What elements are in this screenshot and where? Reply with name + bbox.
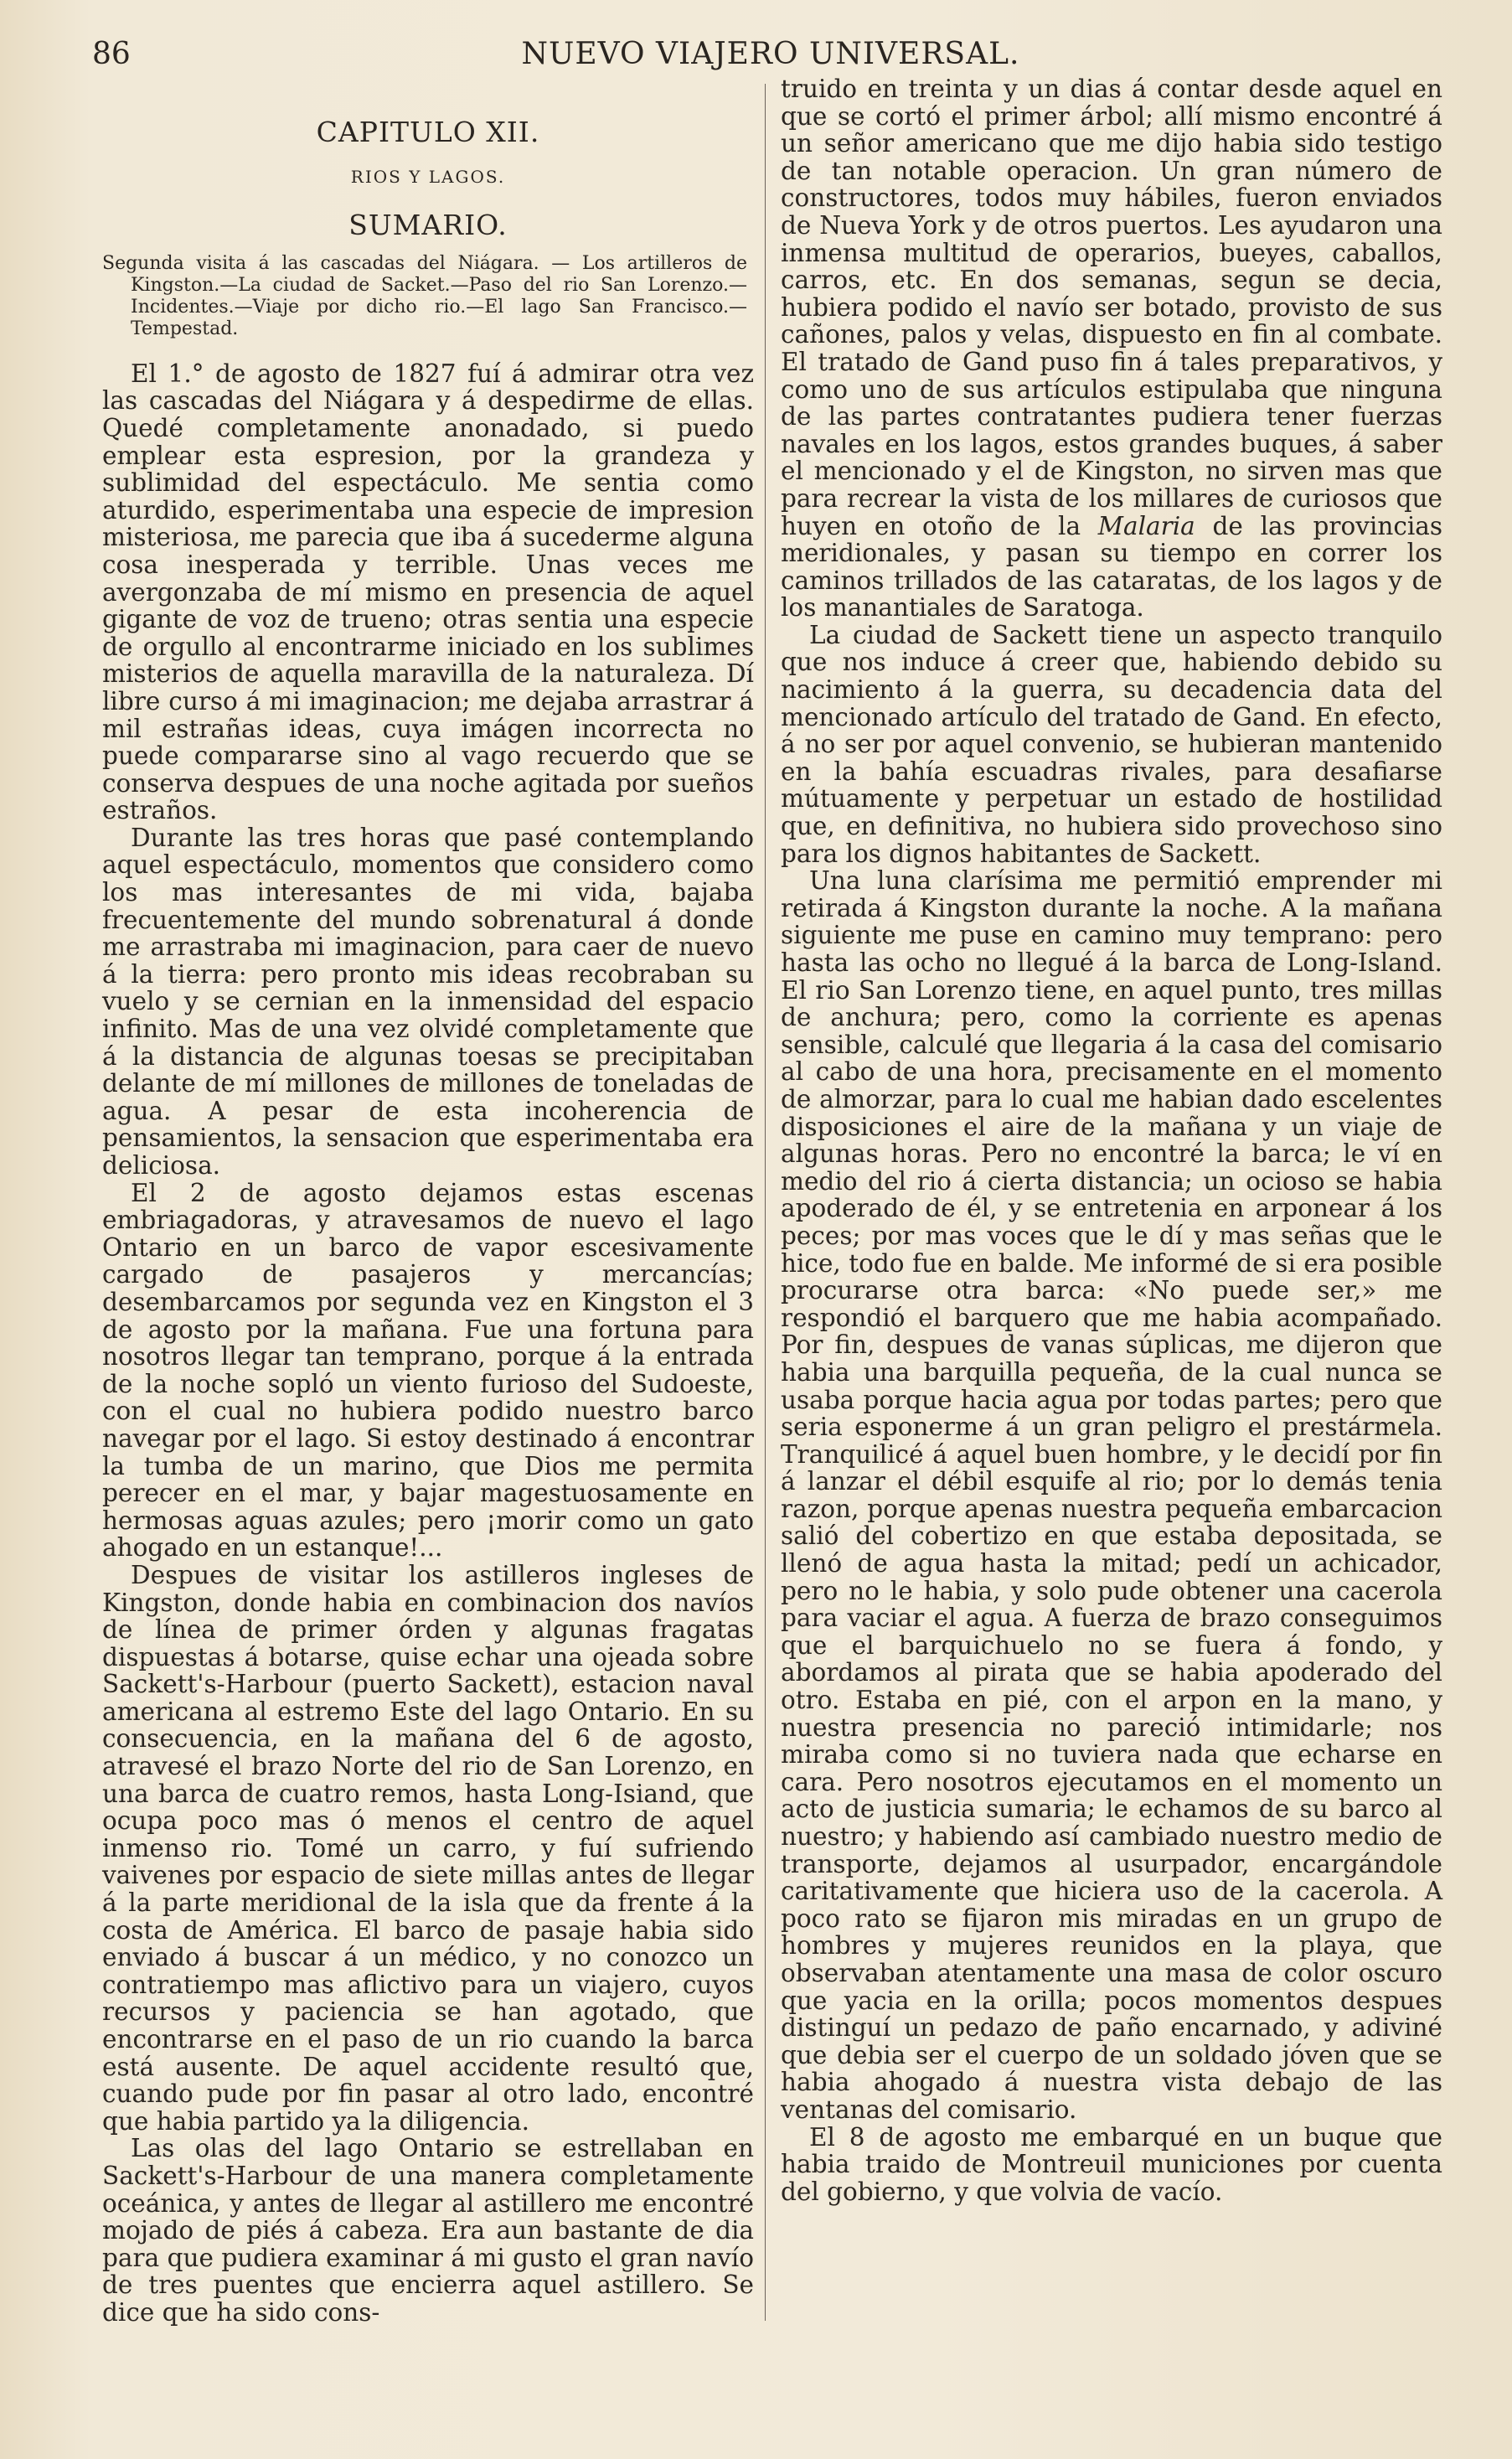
paragraph-continued-tail: de las provincias meridionales, y pasan su tiempo en correr los caminos trillados de las cataratas, de los lagos y de los manantiales de Saratoga. bbox=[781, 511, 1442, 622]
paragraph-continued bbox=[781, 75, 1442, 622]
paragraph: El 8 de agosto me embarqué en un buque que habia traido de Montreuil municiones por cuenta del gobierno, y que volvia de vacío. bbox=[781, 2122, 1442, 2206]
chapter-summary: Segunda visita á las cascadas del Niágara. — Los artilleros de Kingston.—La ciudad de Sacket.—Paso del rio San Lorenzo.—Incidentes.—Viaje por dicho rio.—El lago San Francisco.—Tempestad. bbox=[102, 252, 747, 339]
paragraph: El 1.° de agosto de 1827 fuí á admirar otra vez las cascadas del Niágara y á despedirme de ellas. Quedé completamente anonadado, si puedo emplear esta espresion, por la grandeza y sublimidad del espectáculo. Me sentia como aturdido, esperimentaba una especie de impresion misteriosa, me parecia que iba á sucederme alguna cosa inesperada y terrible. Unas veces me avergonzaba de mí mismo en presencia de aquel gigante de voz de trueno; otras sentia una especie de orgullo al encontrarme iniciado en los sublimes misterios de aquella maravilla de la naturaleza. Dí libre curso á mi imaginacion; me dejaba arrastrar á mil estrañas ideas, cuya imágen incorrecta no puede compararse sino al vago recuerdo que se conserva despues de una noche agitada por sueños estraños. bbox=[102, 359, 754, 825]
chapter-subtitle: RIOS Y LAGOS. bbox=[350, 166, 506, 187]
left-column bbox=[102, 75, 754, 2327]
paragraph: Durante las tres horas que pasé contemplando aquel espectáculo, momentos que considero como los mas interesantes de mi vida, bajaba frecuentemente del mundo sobrenatural á donde me arrastraba mi imaginacion, para caer de nuevo á la tierra: pero pronto mis ideas recobraban su vuelo y se cernian en la inmensidad del espacio infinito. Mas de una vez olvidé completamente que á la distancia de algunas toesas se precipitaban delante de mí millones de millones de toneladas de agua. A pesar de esta incoherencia de pensamientos, la sensacion que esperimentaba era deliciosa. bbox=[102, 823, 754, 1180]
paragraph: La ciudad de Sackett tiene un aspecto tranquilo que nos induce á creer que, habiendo debido su nacimiento á la guerra, su decadencia data del mencionado artículo del tratado de Gand. En efecto, á no ser por aquel convenio, se hubieran mantenido en la bahía escuadras rivales, para desafiarse mútuamente y perpetuar un estado de hostilidad que, en definitiva, no hubiera sido provechoso sino para los dignos habitantes de Sackett. bbox=[781, 620, 1442, 868]
page-number: 86 bbox=[92, 37, 131, 71]
paragraph: Una luna clarísima me permitió emprender mi retirada á Kingston durante la noche. A la mañana siguiente me puse en camino muy temprano: pero hasta las ocho no llegué á la barca de Long-Island. El rio San Lorenzo tiene, en aquel punto, tres millas de anchura; pero, como la corriente es apenas sensible, calculé que llegaria á la casa del comisario al cabo de una hora, precisamente en el momento de almorzar, para lo cual me habian dado escelentes disposiciones el aire de la mañana y un viaje de algunas horas. Pero no encontré la barca; le ví en medio del rio á cierta distancia; un ocioso se habia apoderado de él, y se entretenia en arponear á los peces; por mas voces que le dí y mas señas que le hice, todo fue en balde. Me informé de si era posible procurarse otra barca: «No puede ser,» me respondió el barquero que me habia acompañado. Por fin, despues de vanas súplicas, me dijeron que habia una barquilla pequeña, de la cual nunca se usaba porque hacia agua por todas partes; pero que seria esponerme á un gran peligro el prestármela. Tranquilicé á aquel buen hombre, y le decidí por fin á lanzar el débil esquife al rio; por lo demás tenia razon, porque apenas nuestra pequeña embarcacion salió del cobertizo en que estaba depositada, se llenó de agua hasta la mitad; pedí un achicador, pero no le habia, y solo pude obtener una cacerola para vaciar el agua. A fuerza de brazo conseguimos que el barquichuelo no se fuera á fondo, y abordamos al pirata que se habia apoderado del otro. Estaba en pié, con el arpon en la mano, y nuestra presencia no pareció intimidarle; nos miraba como si no tuviera nada que echarse en cara. Pero nosotros ejecutamos en el momento un acto de justicia sumaria; le echamos de su barco al nuestro; y habiendo así cambiado nuestro medio de transporte, dejamos al usurpador, encargándole caritativamente que hiciera uso de la cacerola. A poco rato se fijaron mis miradas en un grupo de hombres y mujeres reunidos en la playa, que observaban atentamente una masa de color oscuro que yacia en la orilla; pocos momentos despues distinguí un pedazo de paño encarnado, y adiviné que debia ser el cuerpo de un soldado jóven que se habia ahogado á nuestra vista debajo de las ventanas del comisario. bbox=[781, 866, 1442, 2124]
paragraph-continued-text: truido en treinta y un dias á contar desde aquel en que se cortó el primer árbol; allí mismo encontré á un señor americano que me dijo habia sido testigo de tan notable operacion. Un gran número de constructores, todos muy hábiles, fueron enviados de Nueva York y de otros puertos. Les ayudaron una inmensa multitud de operarios, bueyes, caballos, carros, etc. En dos semanas, segun se decia, hubiera podido el navío ser botado, provisto de sus cañones, palos y velas, dispuesto en fin al combate. El tratado de Gand puso fin á tales preparativos, y como uno de sus artículos estipulaba que ninguna de las partes contratantes pudiera tener fuerzas navales en los lagos, estos grandes buques, á saber el mencionado y el de Kingston, no sirven mas que para recrear la vista de los millares de curiosos que huyen en otoño de la bbox=[781, 75, 1442, 540]
paragraph: Despues de visitar los astilleros ingleses de Kingston, donde habia en combinacion dos navíos de línea de primer órden y algunas fragatas dispuestas á botarse, quise echar una ojeada sobre Sackett's-Harbour (puerto Sackett), estacion naval americana al estremo Este del lago Ontario. En su consecuencia, en la mañana del 6 de agosto, atravesé el brazo Norte del rio de San Lorenzo, en una barca de cuatro remos, hasta Long-Isiand, que ocupa poco mas ó menos el centro de aquel inmenso rio. Tomé un carro, y fuí sufriendo vaivenes por espacio de siete millas antes de llegar á la parte meridional de la isla que da frente á la costa de América. El barco de pasaje habia sido enviado á buscar á un médico, y no conozco un contratiempo mas aflictivo para un viajero, cuyos recursos y paciencia se han agotado, que encontrarse en el paso de un rio cuando la barca está ausente. De aquel accidente resultó que, cuando pude por fin pasar al otro lado, encontré que habia partido ya la diligencia. bbox=[102, 1560, 754, 2136]
paragraph: Las olas del lago Ontario se estrellaban en Sackett's-Harbour de una manera completamente oceánica, y antes de llegar al astillero me encontré mojado de piés á cabeza. Era aun bastante de dia para que pudiera examinar á mi gusto el gran navío de tres puentes que encierra aquel astillero. Se dice que ha sido cons- bbox=[102, 2134, 754, 2327]
paragraph: El 2 de agosto dejamos estas escenas embriagadoras, y atravesamos de nuevo el lago Ontario en un barco de vapor escesivamente cargado de pasajeros y mercancías; desembarcamos por segunda vez en Kingston el 3 de agosto por la mañana. Fue una fortuna para nosotros llegar tan temprano, porque á la entrada de la noche sopló un viento furioso del Sudoeste, con el cual no hubiera podido nuestro barco navegar por el lago. Si estoy destinado á encontrar la tumba de un marino, que Dios me permita perecer en el mar, y bajar magestuosamente en hermosas aguas azules; pero ¡morir como un gato ahogado en un estanque!... bbox=[102, 1178, 754, 1563]
chapter-title: CAPITULO XII. bbox=[316, 116, 540, 148]
summary-heading: SUMARIO. bbox=[348, 209, 508, 242]
running-title: NUEVO VIAJERO UNIVERSAL. bbox=[521, 37, 1020, 71]
right-column bbox=[781, 75, 1442, 2205]
italic-term: Malaria bbox=[1097, 511, 1195, 540]
column-divider bbox=[765, 84, 766, 2321]
